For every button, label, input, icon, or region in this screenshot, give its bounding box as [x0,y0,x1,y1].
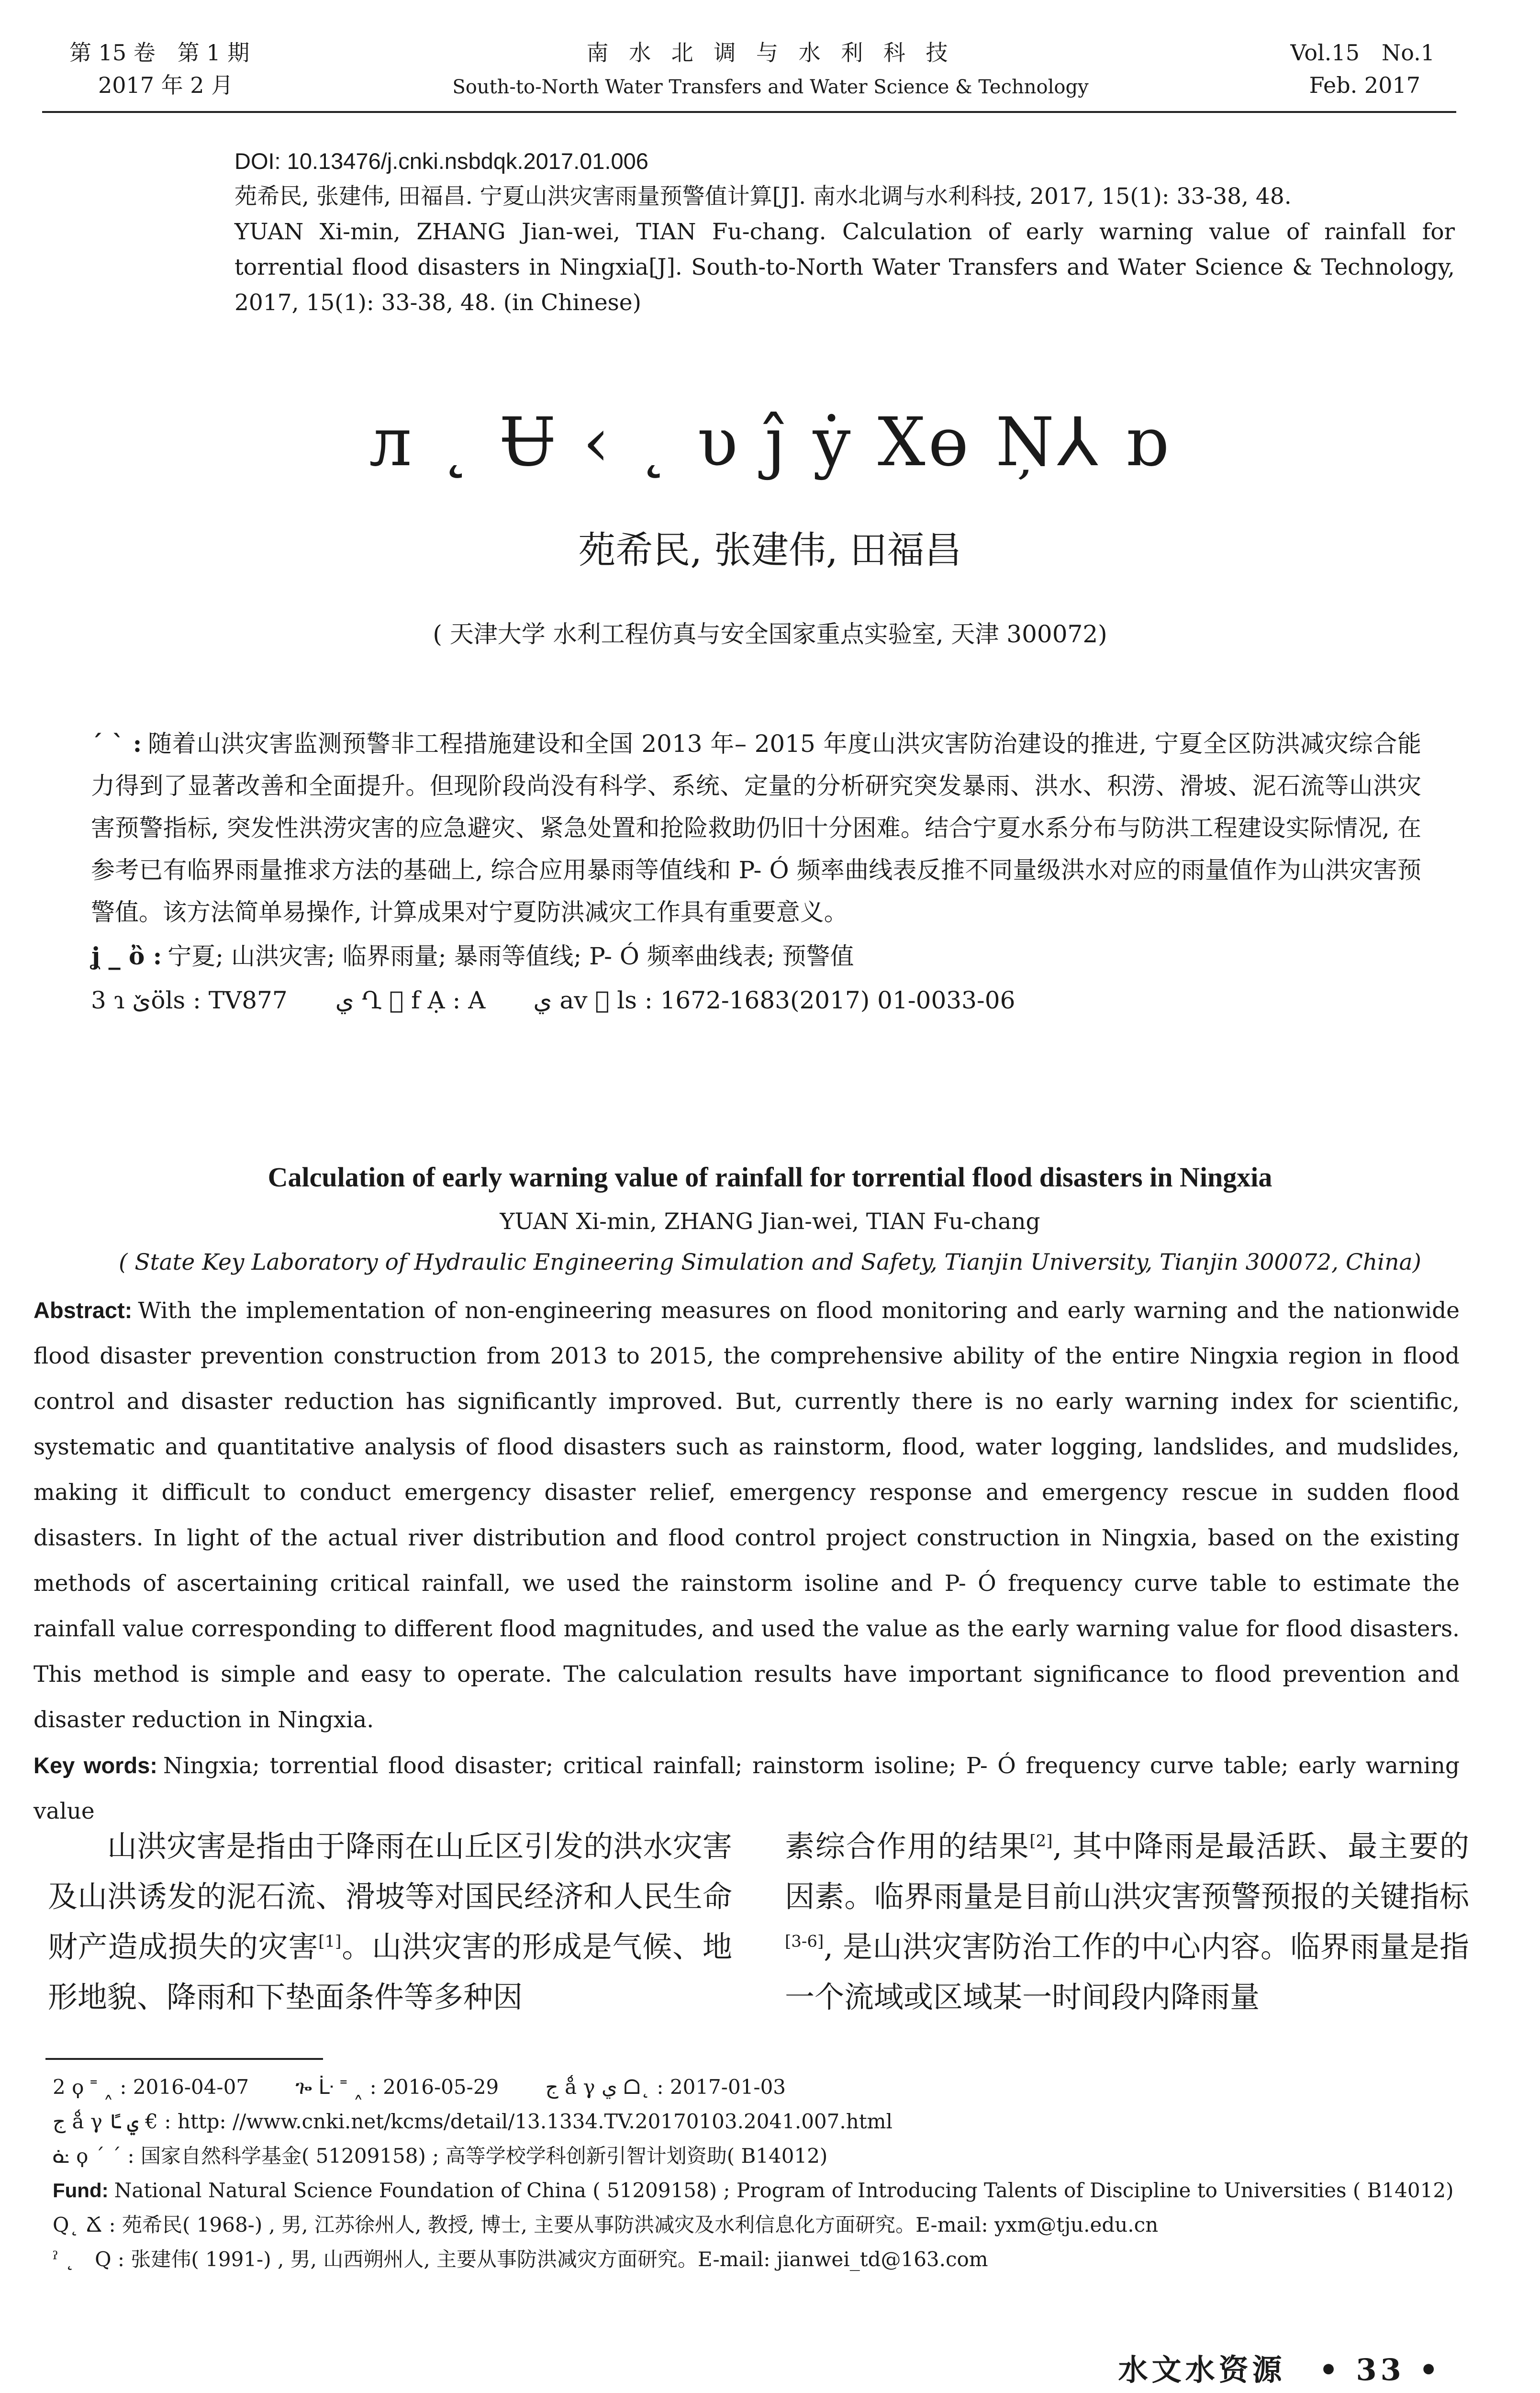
keywords-en-text: Ningxia; torrential flood disaster; critical rainfall; rainstorm isoline; P- Ó frequency curve table; early warning value [33,1753,1460,1824]
article-title-en: Calculation of early warning value of rainfall for torrential flood disasters in Ningxia [268,1162,1272,1193]
body-text: , 其中降雨是最活跃、最主要的因素。临界雨量是目前山洪灾害预警预报的关键指标 [785,1829,1469,1914]
date-cn: 2017 年 2 月 [98,72,234,98]
body-text: 素综合作用的结果 [785,1829,1030,1864]
abstract-cn-paragraph [91,723,1421,933]
reference-marker[interactable]: [3-6] [785,1932,824,1951]
footnote-dates: 2 ϙ ˭ ˰ : 2016-04-07 ጐ ᒹ ˭ ˰ : 2016-05-29 ج ǻ γ ي ᗝ˛ : 2017-01-03 [53,2075,786,2099]
header-rule [42,111,1456,113]
footnote-author-1: Q˛ Ճ : 苑希民( 1968-) , 男, 江苏徐州人, 教授, 博士, 主要从事防洪减灾及水利信息化方面研究。E-mail: yxm@tju.edu.cn [53,2213,1159,2236]
footnote-fund-cn: ᓎ ϙ ˊ ˊ : 国家自然科学基金( 51209158) ; 高等学校学科创新引智计划资助( B14012) [53,2144,828,2168]
body-column-right [785,1821,1469,2022]
affiliation-en: ( State Key Laboratory of Hydraulic Engineering Simulation and Safety, Tianjin University, Tianjin 300072, China) [119,1249,1421,1275]
footnote-fund-en [53,2173,1464,2208]
volume-issue-en: Vol.15 No.1 [1290,40,1435,66]
doi: DOI: 10.13476/j.cnki.nsbdqk.2017.01.006 [234,148,648,174]
keywords-cn [91,935,1421,977]
footnote-author-2: ˀ ˛ Q : 张建伟( 1991-) , 男, 山西朔州人, 主要从事防洪减灾方面研究。E-mail: jianwei_td@163.com [53,2248,988,2271]
journal-title-cn: 南 水 北 调 与 水 利 科 技 [586,40,955,66]
body-paragraph [785,1821,1469,2022]
classification-line: 3 ɿ ێöls : TV877 ي Ղ ⃞ f Ạ : A ي av ⃞ ls : 1672-1683(2017) 01-0033-06 [91,986,1016,1014]
body-column-left [48,1821,732,2022]
authors-cn: 苑希民, 张建伟, 田福昌 [578,529,962,572]
footnote-rule [45,2058,323,2060]
reference-marker[interactable]: [1] [318,1932,342,1951]
body-text: 山洪灾害是指由于降雨在山丘区引发的洪水灾害及山洪诱发的泥石流、滑坡等对国民经济和人民生命财产造成损失的灾害 [48,1829,732,1964]
footnote-url[interactable]: ج ǻ γ ي ﴼ € : http: //www.cnki.net/kcms/detail/13.1334.TV.20170103.2041.007.html [53,2110,893,2133]
date-en: Feb. 2017 [1309,72,1420,98]
body-paragraph [48,1821,732,2022]
volume-issue-cn: 第 15 卷 第 1 期 [69,40,250,66]
page-number: • 33 • [1319,2352,1442,2387]
citation-block [234,144,1455,321]
keywords-cn-label: ʝ _ ὂ : [91,942,162,970]
abstract-cn-text: 随着山洪灾害监测预警非工程措施建设和全国 2013 年– 2015 年度山洪灾害防治建设的推进, 宁夏全区防洪减灾综合能力得到了显著改善和全面提升。但现阶段尚没有科学、系统、定量的分析研究突发暴雨、洪水、积涝、滑坡、泥石流等山洪灾害预警指标, 突发性洪涝灾害的应急避灾、紧急处置和抢险救助仍旧十分困难。结合宁夏水系分布与防洪工程建设实际情况, 在参考已有临界雨量推求方法的基础上, 综合应用暴雨等值线和 P- Ó 频率曲线表反推不同量级洪水对应的雨量值作为山洪灾害预警值。该方法简单易操作, 计算成果对宁夏防洪减灾工作具有重要意义。 [91,730,1421,926]
affiliation-cn: ( 天津大学 水利工程仿真与安全国家重点实验室, 天津 300072) [433,620,1107,648]
article-title-cn: л ˛ Ʉ ‹ ˛ υ ĵ ẏ Хɵ Ņ⅄ ɒ [369,403,1171,481]
abstract-cn-label: ˊ ˋ : [91,729,142,758]
abstract-cn [91,723,1421,1021]
journal-title-en: South-to-North Water Transfers and Water Science & Technology [452,76,1089,98]
keywords-en [33,1743,1460,1834]
abstract-en-paragraph [33,1287,1460,1743]
reference-marker[interactable]: [2] [1029,1831,1053,1851]
fund-en-text: National Natural Science Foundation of China ( 51209158) ; Program of Introducing Talents of Discipline to Universities ( B14012) [114,2179,1454,2202]
citation-cn: 苑希民, 张建伟, 田福昌. 宁夏山洪灾害雨量预警值计算[J]. 南水北调与水利科技, 2017, 15(1): 33-38, 48. [234,183,1292,210]
citation-en: YUAN Xi-min, ZHANG Jian-wei, TIAN Fu-chang. Calculation of early warning value of rainfall for torrential flood disasters in Ningxia[J]. South-to-North Water Transfers and Water Science & Technology, 2017, 15(1): 33-38, 48. (in Chinese) [234,219,1455,316]
abstract-en-text: With the implementation of non-engineering measures on flood monitoring and early warning and the nationwide flood disaster prevention construction from 2013 to 2015, the comprehensive ability of the entire Ningxia region in flood control and disaster reduction has significantly improved. But, currently there is no early warning index for scientific, systematic and quantitative analysis of flood disasters such as rainstorm, flood, water logging, landslides, and mudslides, making it difficult to conduct emergency disaster relief, emergency response and emergency rescue in sudden flood disasters. In light of the actual river distribution and flood control project construction in Ningxia, based on the existing methods of ascertaining critical rainfall, we used the rainstorm isoline and P- Ó frequency curve table to estimate the rainfall value corresponding to different flood magnitudes, and used the value as the early warning value for flood disasters. This method is simple and easy to operate. The calculation results have important significance to flood prevention and disaster reduction in Ningxia. [33,1297,1460,1733]
abstract-en [33,1287,1460,1834]
fund-en-label: Fund: [53,2179,109,2202]
abstract-en-label: Abstract: [33,1297,133,1323]
footnotes [53,2070,1464,2277]
keywords-cn-text: 宁夏; 山洪灾害; 临界雨量; 暴雨等值线; P- Ó 频率曲线表; 预警值 [167,942,854,970]
body-text: 。山洪灾害的形成是气候、地形地貌、降雨和下垫面条件等多种因 [48,1929,732,2014]
section-name: 水文水资源 [1118,2352,1286,2387]
authors-en: YUAN Xi-min, ZHANG Jian-wei, TIAN Fu-chang [500,1208,1040,1235]
body-text: , 是山洪灾害防治工作的中心内容。临界雨量是指一个流域或区域某一时间段内降雨量 [785,1929,1469,2014]
keywords-en-label: Key words: [33,1753,157,1778]
page-footer [1118,2351,1442,2389]
